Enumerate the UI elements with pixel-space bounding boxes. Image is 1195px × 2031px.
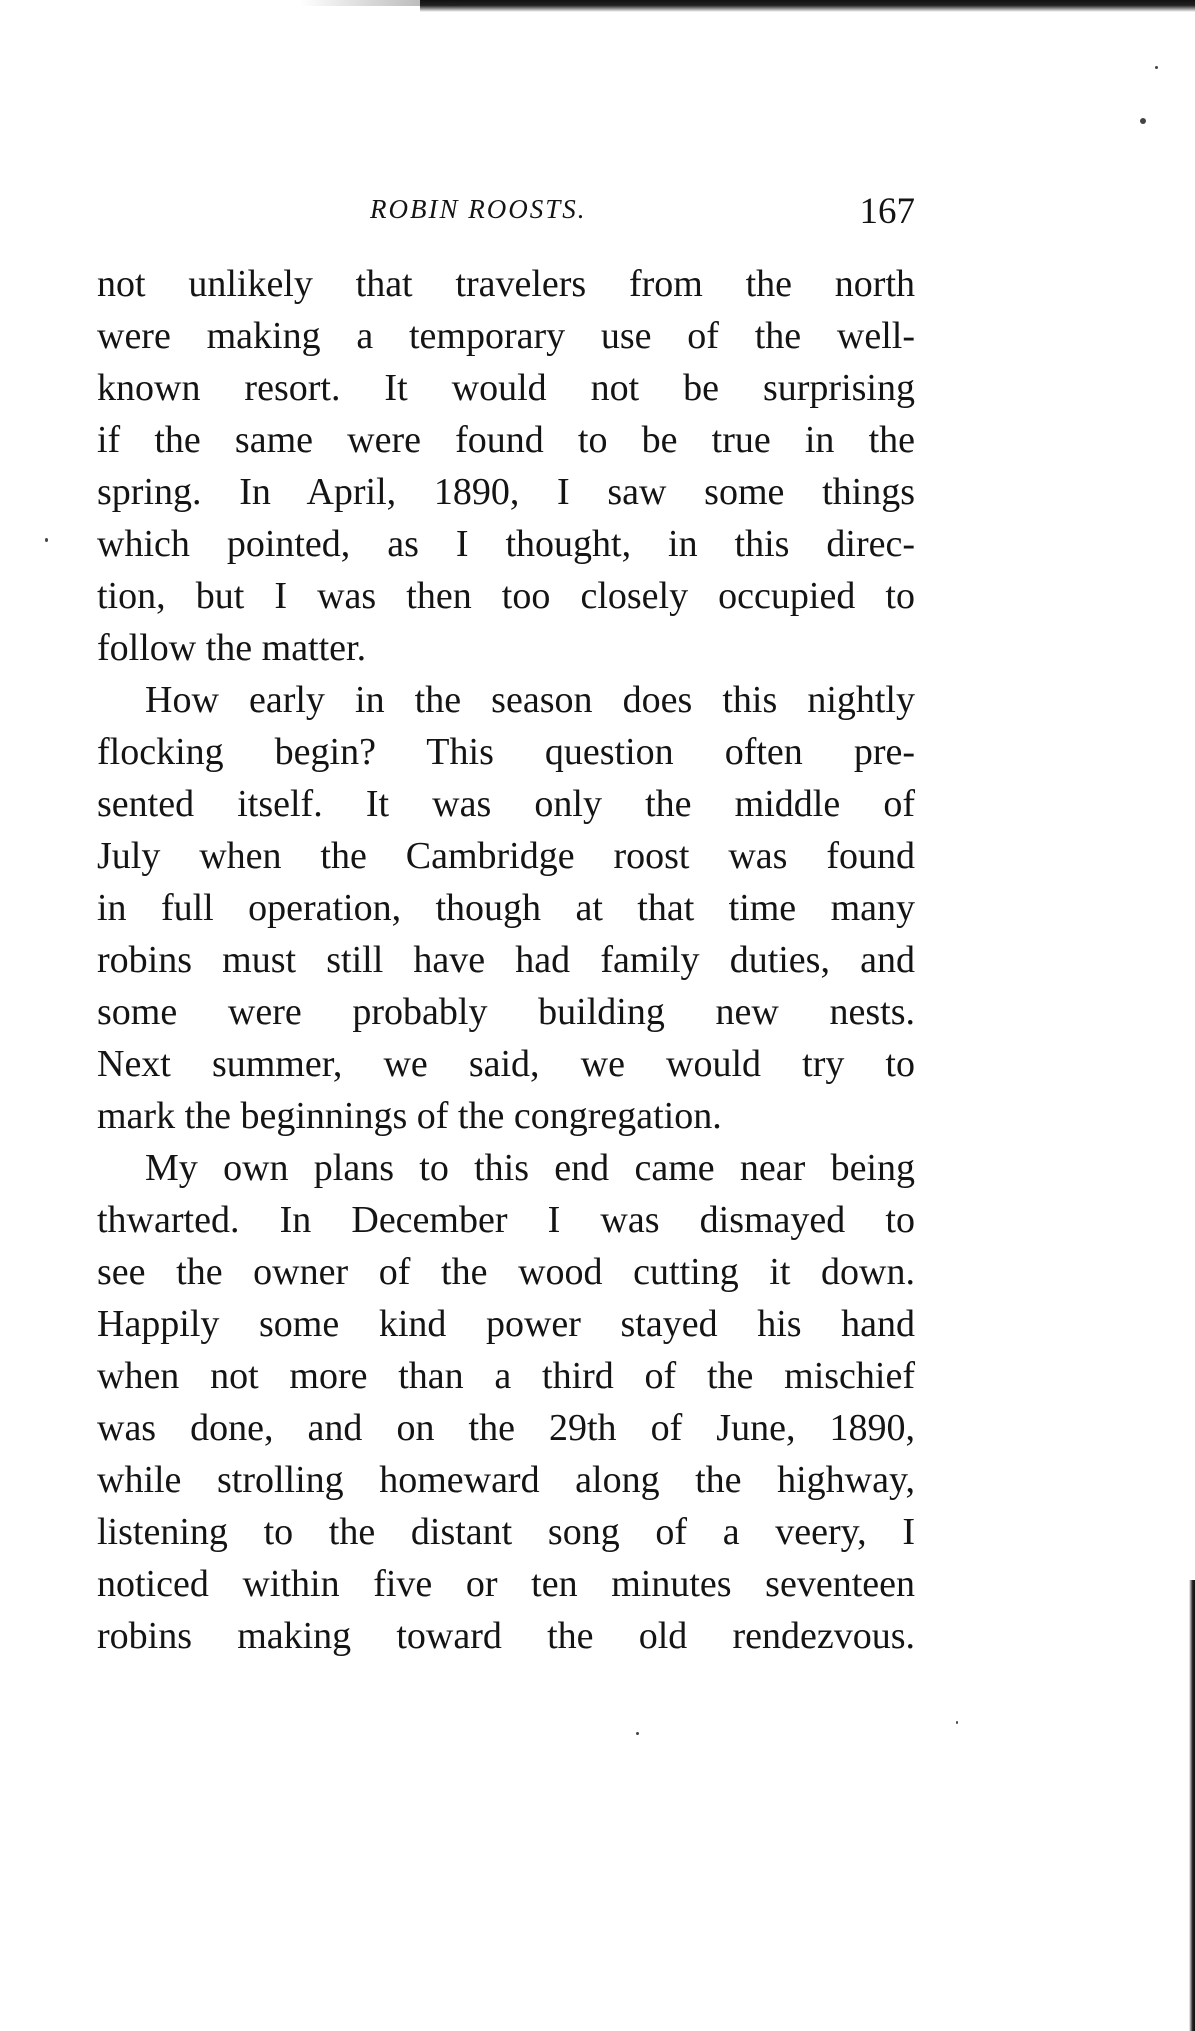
text-line: see the owner of the wood cutting it down.: [97, 1251, 915, 1293]
scan-speck: [956, 1721, 958, 1724]
text-line: robins must still have had family duties, and: [97, 939, 915, 981]
text-line: tion, but I was then too closely occupied to: [97, 575, 915, 617]
text-line: while strolling homeward along the highway,: [97, 1459, 915, 1501]
text-line: in full operation, though at that time many: [97, 887, 915, 929]
paragraph-3: [97, 1142, 915, 1662]
text-line: sented itself. It was only the middle of: [97, 783, 915, 825]
text-line: mark the beginnings of the congregation.: [97, 1095, 722, 1137]
text-line: Happily some kind power stayed his hand: [97, 1303, 915, 1345]
text-line: robins making toward the old rendezvous.: [97, 1615, 915, 1657]
scan-speck: [1140, 118, 1146, 124]
running-head: ROBIN ROOSTS.: [370, 194, 587, 224]
text-line: when not more than a third of the mischief: [97, 1355, 915, 1397]
text-line: How early in the season does this nightly: [145, 679, 915, 721]
body-text: [97, 258, 915, 1662]
paragraph-1: [97, 258, 915, 674]
text-line: July when the Cambridge roost was found: [97, 835, 915, 877]
scan-speck: [1155, 66, 1158, 69]
text-line: thwarted. In December I was dismayed to: [97, 1199, 915, 1241]
text-line: flocking begin? This question often pre-: [97, 731, 915, 773]
text-line: listening to the distant song of a veery, I: [97, 1511, 915, 1553]
text-line: spring. In April, 1890, I saw some things: [97, 471, 915, 513]
scan-right-shadow: [1189, 1580, 1195, 2031]
page-number: 167: [859, 191, 915, 232]
text-line: not unlikely that travelers from the north: [97, 263, 915, 305]
text-line: were making a temporary use of the well-: [97, 315, 915, 357]
text-line: was done, and on the 29th of June, 1890,: [97, 1407, 915, 1449]
text-line: if the same were found to be true in the: [97, 419, 915, 461]
scan-speck: [636, 1732, 639, 1735]
text-line: noticed within five or ten minutes seventeen: [97, 1563, 915, 1605]
text-line: Next summer, we said, we would try to: [97, 1043, 915, 1085]
text-line: follow the matter.: [97, 627, 367, 669]
scan-speck: [45, 538, 48, 542]
scan-top-shadow: [420, 0, 1195, 12]
text-line: known resort. It would not be surprising: [97, 367, 915, 409]
text-line: some were probably building new nests.: [97, 991, 915, 1033]
text-line: which pointed, as I thought, in this direc-: [97, 523, 915, 565]
text-line: My own plans to this end came near being: [145, 1147, 915, 1189]
paragraph-2: [97, 674, 915, 1142]
page-header: [100, 190, 915, 240]
